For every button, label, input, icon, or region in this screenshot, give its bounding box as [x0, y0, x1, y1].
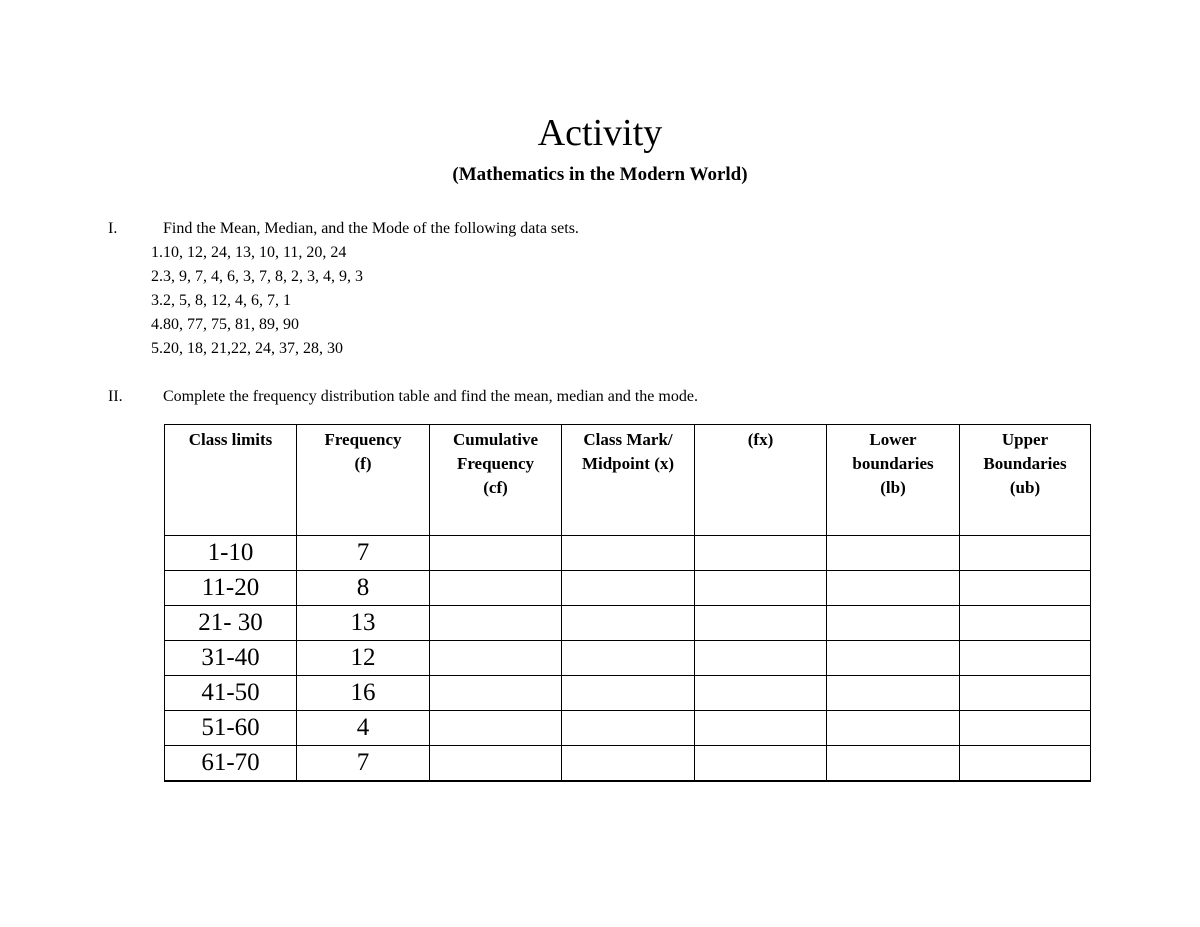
- frequency-distribution-table: [164, 424, 1091, 782]
- cell-blank: [695, 641, 827, 676]
- cell-blank: [960, 641, 1091, 676]
- cell-blank: [562, 606, 695, 641]
- cell-blank: [562, 746, 695, 782]
- cell-blank: [960, 676, 1091, 711]
- cell-frequency: 4: [297, 711, 430, 746]
- header-fx: [695, 425, 827, 536]
- cell-blank: [827, 711, 960, 746]
- cell-blank: [562, 571, 695, 606]
- list-item-number: 4.: [151, 316, 163, 333]
- cell-blank: [960, 746, 1091, 782]
- cell-class-limits: 1-10: [165, 536, 297, 571]
- header-lower-boundaries: [827, 425, 960, 536]
- part-one-instruction: Find the Mean, Median, and the Mode of the following data sets.: [163, 220, 579, 237]
- cell-blank: [827, 606, 960, 641]
- table-row: [165, 536, 1091, 571]
- cell-class-limits: 21- 30: [165, 606, 297, 641]
- cell-blank: [695, 571, 827, 606]
- dataset-list: [135, 243, 363, 363]
- header-line: Frequency: [456, 454, 535, 473]
- cell-blank: [430, 641, 562, 676]
- list-item-number: 3.: [151, 292, 163, 309]
- header-line: Boundaries: [983, 454, 1067, 473]
- cell-frequency: 13: [297, 606, 430, 641]
- table-row: [165, 641, 1091, 676]
- list-item-values: 2, 5, 8, 12, 4, 6, 7, 1: [163, 292, 291, 309]
- header-frequency: [297, 425, 430, 536]
- header-line: Frequency: [324, 430, 402, 449]
- cell-blank: [562, 676, 695, 711]
- header-class-mark: [562, 425, 695, 536]
- cell-class-limits: 41-50: [165, 676, 297, 711]
- cell-blank: [827, 676, 960, 711]
- cell-blank: [695, 606, 827, 641]
- list-item: [135, 291, 291, 315]
- header-line: (fx): [747, 430, 774, 449]
- header-line: Upper: [1001, 430, 1049, 449]
- part-two-instruction: Complete the frequency distribution table and find the mean, median and the mode.: [163, 388, 698, 405]
- page-title: Activity: [537, 112, 663, 154]
- cell-blank: [430, 606, 562, 641]
- table-row: [165, 676, 1091, 711]
- list-item: [135, 339, 343, 363]
- list-item-number: 1.: [151, 244, 163, 261]
- cell-blank: [827, 746, 960, 782]
- cell-blank: [562, 711, 695, 746]
- list-item-values: 20, 18, 21,22, 24, 37, 28, 30: [163, 340, 343, 357]
- cell-blank: [960, 711, 1091, 746]
- page-subtitle: (Mathematics in the Modern World): [452, 164, 748, 185]
- cell-blank: [562, 536, 695, 571]
- header-line: (lb): [880, 478, 906, 497]
- cell-frequency: 7: [297, 746, 430, 782]
- list-item: [135, 315, 299, 339]
- cell-blank: [960, 606, 1091, 641]
- table-row: [165, 711, 1091, 746]
- cell-blank: [695, 746, 827, 782]
- table-row: [165, 746, 1091, 782]
- cell-blank: [430, 676, 562, 711]
- cell-blank: [960, 571, 1091, 606]
- cell-blank: [827, 641, 960, 676]
- header-class-limits: [165, 425, 297, 536]
- part-one-numeral: I.: [108, 220, 118, 237]
- cell-blank: [562, 641, 695, 676]
- cell-frequency: 7: [297, 536, 430, 571]
- header-line: Class Mark/: [583, 430, 673, 449]
- list-item-values: 3, 9, 7, 4, 6, 3, 7, 8, 2, 3, 4, 9, 3: [163, 268, 363, 285]
- cell-blank: [827, 571, 960, 606]
- part-two-numeral: II.: [108, 388, 123, 405]
- header-upper-boundaries: [960, 425, 1091, 536]
- list-item-number: 2.: [151, 268, 163, 285]
- list-item: [135, 243, 347, 267]
- header-cumulative-frequency: [430, 425, 562, 536]
- cell-blank: [960, 536, 1091, 571]
- cell-blank: [695, 676, 827, 711]
- cell-blank: [827, 536, 960, 571]
- cell-frequency: 12: [297, 641, 430, 676]
- table-header-row: [165, 425, 1091, 536]
- header-line: Midpoint (x): [581, 454, 675, 473]
- cell-frequency: 16: [297, 676, 430, 711]
- header-line: Cumulative: [453, 430, 538, 449]
- cell-class-limits: 11-20: [165, 571, 297, 606]
- cell-blank: [430, 711, 562, 746]
- table-row: [165, 571, 1091, 606]
- list-item: [135, 267, 363, 291]
- cell-blank: [695, 536, 827, 571]
- cell-frequency: 8: [297, 571, 430, 606]
- list-item-values: 10, 12, 24, 13, 10, 11, 20, 24: [163, 244, 347, 261]
- list-item-number: 5.: [151, 340, 163, 357]
- cell-blank: [430, 536, 562, 571]
- cell-class-limits: 61-70: [165, 746, 297, 782]
- header-line: Class limits: [188, 430, 273, 449]
- cell-class-limits: 51-60: [165, 711, 297, 746]
- cell-blank: [695, 711, 827, 746]
- cell-blank: [430, 571, 562, 606]
- header-line: (ub): [1009, 478, 1041, 497]
- cell-class-limits: 31-40: [165, 641, 297, 676]
- header-line: (cf): [483, 478, 508, 497]
- header-line: boundaries: [852, 454, 934, 473]
- header-line: (f): [354, 454, 372, 473]
- cell-blank: [430, 746, 562, 782]
- table-row: [165, 606, 1091, 641]
- header-line: Lower: [869, 430, 917, 449]
- list-item-values: 80, 77, 75, 81, 89, 90: [163, 316, 299, 333]
